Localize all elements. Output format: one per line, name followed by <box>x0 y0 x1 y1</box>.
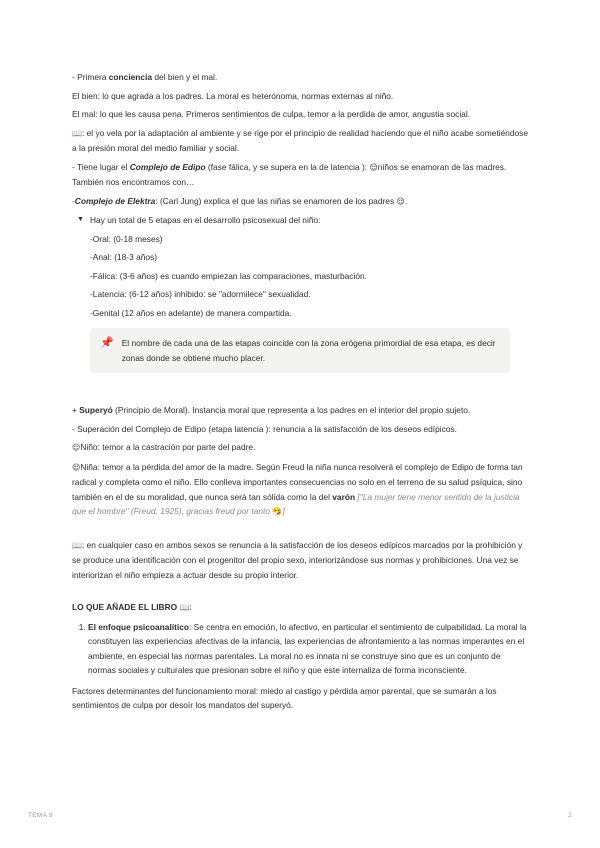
paragraph-superacion: - Superación del Complejo de Edipo (etapa latencia ): renuncia a la satisfacción de los deseos edípicos. <box>72 423 458 434</box>
relieved-face-icon: 😌 <box>72 443 81 452</box>
book-icon: 📖 <box>179 603 190 612</box>
pushpin-icon: 📌 <box>100 336 114 349</box>
paragraph-ambos-sexos: 📖: en cualquier caso en ambos sexos se renuncia a la satisfacción de los deseos edípicos marcados por la prohibición y se produce una identificación con el progenitor del propio sexo, interiorizándose sus normas y prohibiciones. Una vez se interiorizan el niño empieza a actuar desde su propio interior. <box>72 539 523 580</box>
toggle-heading: Hay un total de 5 etapas en el desarrollo psicosexual del niño: <box>90 215 321 225</box>
paragraph-yo: 📖: el yo vela por la adaptación al ambiente y se rige por el principio de realidad haciendo que el niño acabe sometiéndose a la presión moral del medio familiar y social. <box>72 127 528 153</box>
paragraph-superyo: + Superyó (Principio de Moral). Instancia moral que representa a los padres en el interior del propio sujeto. <box>72 405 471 415</box>
section-heading-libro: LO QUE AÑADE EL LIBRO 📖: <box>72 602 192 612</box>
paragraph-factores: Factores determinantes del funcionamiento moral: miedo al castigo y pérdida amor parental, que se sumarán a los sentimientos de culpa por desoír los mandatos del superyó. <box>72 685 497 710</box>
page-number: 2 <box>568 812 572 819</box>
relieved-face-icon: 😌 <box>369 162 378 172</box>
numbered-list <box>72 620 528 678</box>
list-item: 1. El enfoque psicoanalítico: Se centra en emoción, lo afectivo, en particular el sentimiento de culpabilidad. La moral la constituyen las experiencias afectivas de la infancia, las experiencias de afrontamiento a las normas imperantes en el ambiente, en especial las normas parentales. La moral no es innata ni se construye sino que es un conjunto de normas sociales y culturales que presionan sobre el niño y que este internaliza de forma inconsciente. <box>88 620 528 678</box>
document-body <box>72 70 528 717</box>
paragraph-elektra: -Complejo de Elektra: (Carl Jung) explica el que las niñas se enamoren de los padres 😌. <box>72 195 408 206</box>
paragraph-edipo: - Tiene lugar el Complejo de Edipo (fase fálica, y se supera en la de latencia ): 😌niños se enamoran de las madres. También nos encontramos con… <box>72 161 507 187</box>
toggle-arrow-icon[interactable]: ▼ <box>77 216 84 223</box>
book-icon: 📖 <box>72 540 82 550</box>
footer-title: TEMA 9 <box>28 812 53 819</box>
callout-box <box>90 328 510 373</box>
paragraph-nino: 😌Niño: temor a la castración por parte del padre. <box>72 442 256 452</box>
book-icon: 📖 <box>72 128 82 138</box>
sneezing-face-icon: 🤧 <box>272 507 283 516</box>
stage-item: -Genital (12 años en adelante) de manera compartida. <box>90 307 292 318</box>
paragraph-mal: El mal: lo que les causa pena. Primeros sentimientos de culpa, temor a la perdida de amor, angustia social. <box>72 109 471 119</box>
paragraph-conciencia: - Primera conciencia del bien y el mal. <box>72 72 218 82</box>
relieved-face-icon: 😌 <box>396 196 405 206</box>
relieved-face-icon: 😌 <box>72 462 81 472</box>
stage-item: -Latencia: (6-12 años) inhibido: se "adormilece" sexualidad. <box>90 289 311 299</box>
stage-item: -Anal: (18-3 años) <box>90 252 158 262</box>
callout-text: El nombre de cada una de las etapas coincide con la zona erógena primordial de esa etapa, es decir zonas donde se obtiene mucho placer. <box>121 338 496 363</box>
paragraph-nina: 😌Niña: temor a la pérdida del amor de la madre. Según Freud la niña nunca resolverá el complejo de Edipo de forma tan radical y completa como el niño. Ello conlleva importantes consecuencias no solo en el terreno de su salud psíquica, sino también en el de su moralidad, que nunca será tan sólida como la del varón ["La mujer tiene menor sentido de la justicia que el hombre" (Freud, 1925), gracias freud por tanto 🤧] <box>72 461 523 516</box>
stage-item: -Fálica: (3-6 años) es cuando empiezan las comparaciones, masturbación. <box>90 270 367 281</box>
paragraph-bien: El bien: lo que agrada a los padres. La moral es heterónoma, normas externas al niño. <box>72 90 394 101</box>
toggle-stages[interactable] <box>77 213 528 228</box>
stage-item: -Oral: (0-18 meses) <box>90 233 163 244</box>
stage-list <box>72 232 528 321</box>
